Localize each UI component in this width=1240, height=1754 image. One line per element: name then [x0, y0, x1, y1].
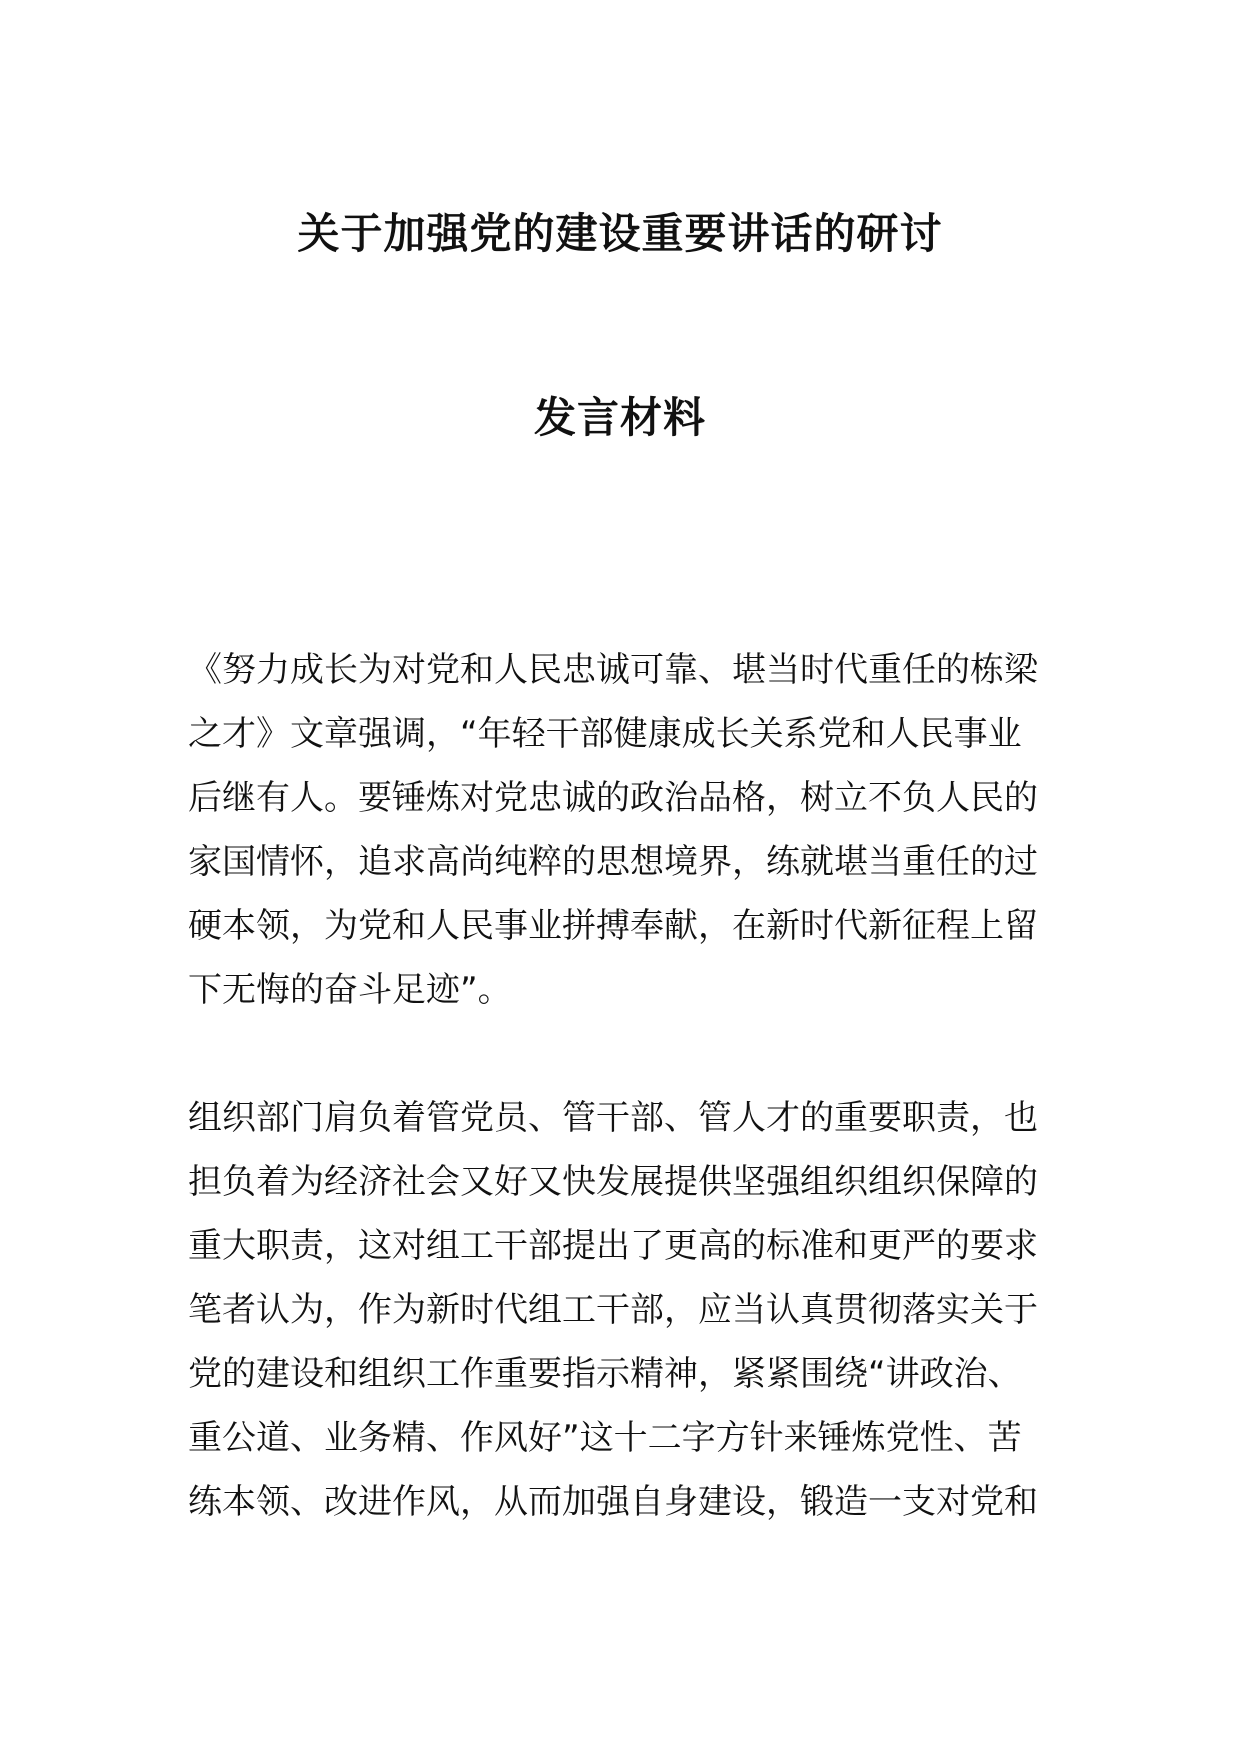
paragraph-2-line-7: 练本领、改进作风，从而加强自身建设，锻造一支对党和	[188, 1482, 1038, 1522]
paragraph-2-line-1: 组织部门肩负着管党员、管干部、管人才的重要职责，也	[188, 1098, 1038, 1138]
document-title-line-2: 发言材料	[533, 393, 706, 442]
paragraph-1-line-2: 之才》文章强调，“年轻干部健康成长关系党和人民事业	[188, 714, 1022, 754]
document-title-line-1: 关于加强党的建设重要讲话的研讨	[297, 209, 943, 258]
paragraph-1-line-5: 硬本领，为党和人民事业拼搏奉献，在新时代新征程上留	[188, 906, 1038, 946]
paragraph-2-line-5: 党的建设和组织工作重要指示精神，紧紧围绕“讲政治、	[188, 1354, 1022, 1394]
paragraph-2-line-4: 笔者认为，作为新时代组工干部，应当认真贯彻落实关于	[188, 1290, 1038, 1330]
paragraph-2-line-6: 重公道、业务精、作风好”这十二字方针来锤炼党性、苦	[188, 1418, 1022, 1458]
paragraph-1-line-1: 《努力成长为对党和人民忠诚可靠、堪当时代重任的栋梁	[188, 650, 1038, 690]
paragraph-1-line-6: 下无悔的奋斗足迹”。	[188, 970, 512, 1010]
paragraph-2-line-2: 担负着为经济社会又好又快发展提供坚强组织组织保障的	[188, 1162, 1038, 1202]
paragraph-1-line-3: 后继有人。要锤炼对党忠诚的政治品格，树立不负人民的	[188, 778, 1038, 818]
paragraph-2-line-3: 重大职责，这对组工干部提出了更高的标准和更严的要求	[188, 1226, 1038, 1266]
paragraph-1-line-4: 家国情怀，追求高尚纯粹的思想境界，练就堪当重任的过	[188, 842, 1038, 882]
